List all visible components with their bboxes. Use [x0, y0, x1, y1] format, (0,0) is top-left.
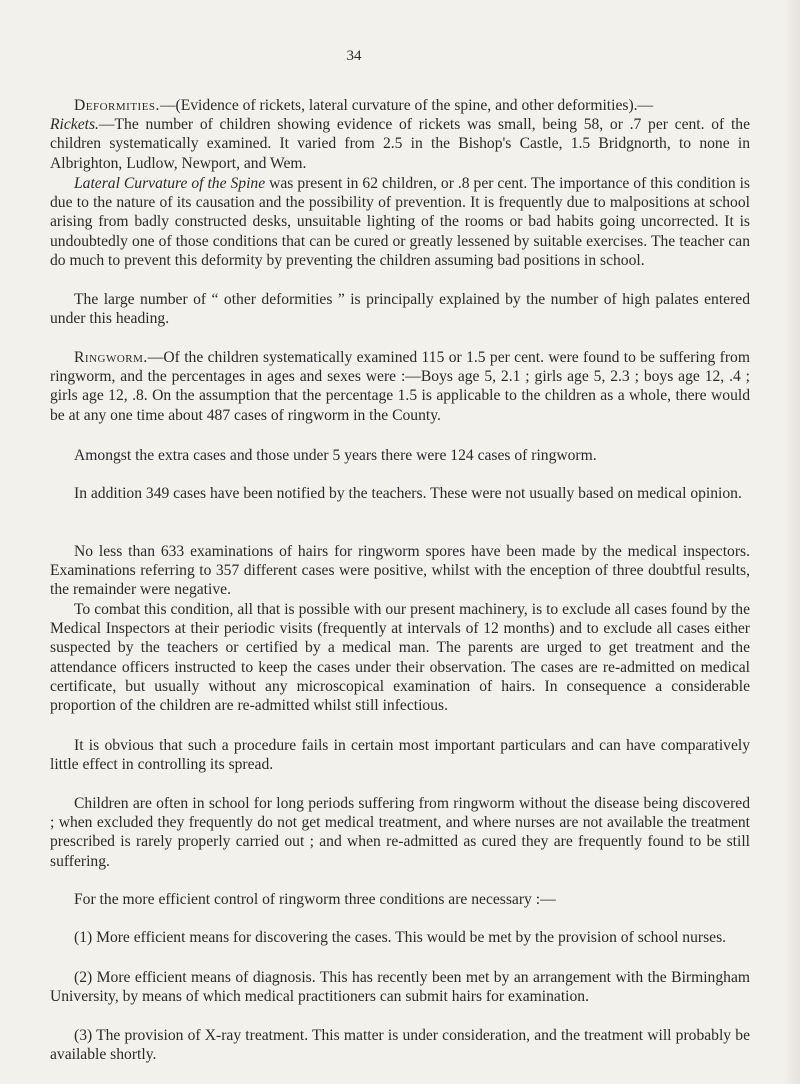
condition-item-3: (3) The provision of X-ray treatment. This matter is under consideration, and the treatment will probably be available shortly. — [50, 1027, 750, 1064]
rickets-text: —The number of children showing evidence of rickets was small, being 58, or .7 per cent. of the children systematically examined. It varied from 2.5 in the Bishop's Castle, 1.5 Bridgnorth, to none in Albrighton, Ludlow, Newport, and Wem. — [50, 116, 750, 172]
paragraph-examinations: No less than 633 examinations of hairs for ringworm spores have been made by the medical inspectors. Examinations referring to 357 different cases were positive, whilst with the enception of three doubtful results, the remainder were negative. — [50, 543, 750, 599]
lateral-curvature-text: was present in 62 children, or .8 per cent. The importance of this condition is due to the nature of its causation and the possibility of prevention. It is frequently due to malpositions at school arising from badly constructed desks, unsuitable lighting of the rooms or bad habits going uncorrected. It is undoubtedly one of those conditions that can be cured or greatly lessened by suitable exercises. The teacher can do much to prevent this deformity by preventing the children assuming bad positions in school. — [50, 175, 750, 269]
deformities-heading: Deformities. — [74, 97, 160, 114]
paragraph-obvious: It is obvious that such a procedure fails in certain most important particulars and can have comparatively little effect in controlling its spread. — [50, 737, 750, 774]
ringworm-text: —Of the children systematically examined 115 or 1.5 per cent. were found to be suffering from ringworm, and the percentages in ages and sexes were :—Boys age 5, 2.1 ; girls age 5, 2.3 ; boys age 12, .4 ; girls age 12, .8. On the assumption that the percentage 1.5 is applicable to the children as a whole, there would be at any one time about 487 cases of ringworm in the County. — [50, 349, 750, 424]
ringworm-heading: Ringworm. — [74, 349, 148, 366]
paragraph-combat: To combat this condition, all that is possible with our present machinery, is to exclude all cases found by the Medical Inspectors at their periodic visits (frequently at intervals of 12 months) and to exclude all cases either suspected by the teachers or certified by a medical man. The parents are urged to get treatment and the attendance officers instructed to keep the cases under their observation. The cases are re-admitted on medical certificate, but usually without any microscopical examination of hairs. In consequence a considerable proportion of the children are re-admitted whilst still infectious. — [50, 601, 750, 715]
lateral-curvature-label: Lateral Curvature of the Spine — [74, 175, 266, 192]
paragraph-children-often: Children are often in school for long periods suffering from ringworm without the disease being discovered ; when excluded they frequently do not get medical treatment, and where nurses are not available the treatment prescribed is rarely properly carried out ; and when re-admitted as cured they are frequently found to be still suffering. — [50, 795, 750, 870]
deformities-intro: —(Evidence of rickets, lateral curvature of the spine, and other deformities).— — [159, 97, 654, 114]
rickets-label: Rickets. — [50, 116, 99, 134]
paragraph-ringworm — [50, 348, 750, 425]
condition-item-2: (2) More efficient means of diagnosis. This has recently been met by an arrangement with the Birmingham University, by means of which medical practitioners can submit hairs for examination. — [50, 969, 750, 1006]
condition-item-1: (1) More efficient means for discovering the cases. This would be met by the provision of school nurses. — [74, 929, 727, 946]
page-edge-shadow — [782, 0, 800, 1084]
paragraph-notified: In addition 349 cases have been notified by the teachers. These were not usually based on medical opinion. — [74, 485, 742, 502]
paragraph-deformities — [50, 96, 750, 173]
page-number: 34 — [346, 48, 362, 64]
paragraph-other-deformities: The large number of “ other deformities ” is principally explained by the number of high palates entered under this heading. — [50, 291, 750, 328]
paragraph-conditions-intro: For the more efficient control of ringworm three conditions are necessary :— — [74, 891, 556, 908]
paragraph-extra-cases: Amongst the extra cases and those under 5 years there were 124 cases of ringworm. — [74, 447, 597, 464]
paragraph-lateral-curvature — [50, 174, 750, 270]
